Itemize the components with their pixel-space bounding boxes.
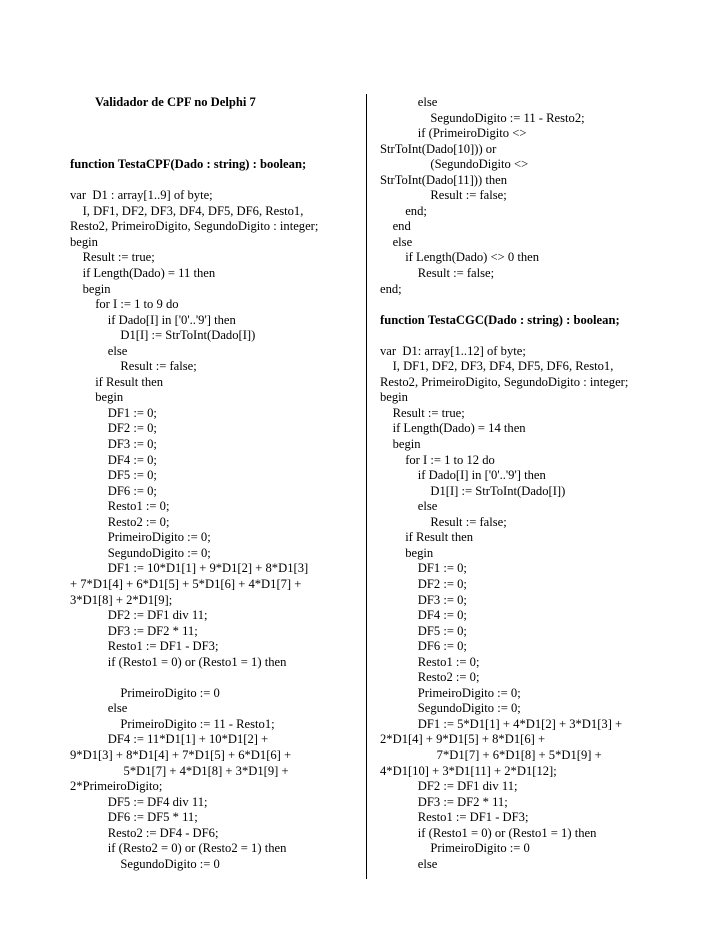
code-line: I, DF1, DF2, DF3, DF4, DF5, DF6, Resto1, [70,203,304,218]
code-line: if Result then [70,374,164,389]
code-line: DF5 := 0; [70,468,157,483]
code-line: end [380,219,411,234]
code-line: D1[I] := StrToInt(Dado[I]) [70,328,256,343]
code-line: else [70,701,128,716]
code-line: if Length(Dado) <> 0 then [380,250,539,265]
heading-line: function TestaCGC(Dado : string) : boolean; [380,312,620,327]
code-line: PrimeiroDigito := 0 [70,685,220,700]
code-line: 2*PrimeiroDigito; [70,779,163,794]
code-line: SegundoDigito := 11 - Resto2; [380,110,585,125]
code-line: 4*D1[10] + 3*D1[11] + 2*D1[12]; [380,763,557,778]
code-line: Resto1 := 0; [380,654,480,669]
code-line: if Dado[I] in ['0'..'9'] then [70,312,236,327]
code-line: if Dado[I] in ['0'..'9'] then [380,468,546,483]
code-line: DF1 := 0; [380,561,467,576]
code-line: Result := false; [380,188,507,203]
code-line: end; [380,281,402,296]
code-line: PrimeiroDigito := 0; [380,685,521,700]
code-line: DF2 := 0; [380,576,467,591]
code-line: Result := false; [380,514,507,529]
code-line: Resto2 := 0; [70,514,170,529]
code-line: StrToInt(Dado[11])) then [380,172,508,187]
left-code-column [70,95,362,872]
code-line: else [70,343,128,358]
heading-line: Validador de CPF no Delphi 7 [70,95,256,109]
code-line: StrToInt(Dado[10])) or [380,141,497,156]
code-line: 2*D1[4] + 9*D1[5] + 8*D1[6] + [380,732,546,747]
code-line [70,126,362,142]
code-line: Result := true; [380,405,465,420]
code-line: DF3 := 0; [380,592,467,607]
code-line [380,297,680,313]
code-line: begin [380,390,408,405]
column-divider [366,94,367,879]
code-line: Result := false; [70,359,197,374]
code-line: DF5 := DF4 div 11; [70,794,208,809]
code-line: DF1 := 10*D1[1] + 9*D1[2] + 8*D1[3] [70,561,309,576]
code-line: var D1 : array[1..9] of byte; [70,188,213,203]
code-line: if (Resto2 = 0) or (Resto2 = 1) then [70,841,287,856]
code-line: DF6 := 0; [70,483,157,498]
code-line [70,142,362,158]
code-line: Result := true; [70,250,155,265]
code-line: end; [380,203,427,218]
code-line: (SegundoDigito <> [380,157,529,172]
code-line: DF1 := 5*D1[1] + 4*D1[2] + 3*D1[3] + [380,716,623,731]
code-line: 5*D1[7] + 4*D1[8] + 3*D1[9] + [70,763,289,778]
code-line: 7*D1[7] + 6*D1[8] + 5*D1[9] + [380,747,602,762]
code-line: begin [70,234,98,249]
code-line: begin [380,437,421,452]
code-line: if Result then [380,530,474,545]
code-line: SegundoDigito := 0; [380,701,521,716]
code-line [70,173,362,189]
code-line: DF3 := DF2 * 11; [70,623,198,638]
code-line: else [380,95,438,109]
code-line: + 7*D1[4] + 6*D1[5] + 5*D1[6] + 4*D1[7] + [70,576,302,591]
code-line: else [380,856,438,871]
code-line: Resto1 := DF1 - DF3; [70,639,219,654]
code-line: SegundoDigito := 0 [70,856,220,871]
code-line: Resto2 := 0; [380,670,480,685]
code-line: D1[I] := StrToInt(Dado[I]) [380,483,566,498]
code-line [70,111,362,127]
code-line: Resto2 := DF4 - DF6; [70,825,219,840]
right-code-column [380,95,680,872]
code-line: if (Resto1 = 0) or (Resto1 = 1) then [380,825,597,840]
heading-line: function TestaCPF(Dado : string) : boolean; [70,157,307,172]
code-line: DF4 := 0; [380,608,467,623]
code-line: for I := 1 to 12 do [380,452,495,467]
code-line [70,670,362,686]
code-line: begin [380,545,434,560]
code-line: if (PrimeiroDigito <> [380,126,527,141]
code-line: 3*D1[8] + 2*D1[9]; [70,592,173,607]
code-line: DF1 := 0; [70,405,157,420]
code-line: Result := false; [380,266,495,281]
code-line: DF4 := 0; [70,452,157,467]
code-line: PrimeiroDigito := 0; [70,530,211,545]
code-line: 9*D1[3] + 8*D1[4] + 7*D1[5] + 6*D1[6] + [70,747,292,762]
code-line: DF2 := DF1 div 11; [70,608,208,623]
code-line: DF3 := 0; [70,437,157,452]
code-line: var D1: array[1..12] of byte; [380,343,526,358]
code-line: if Length(Dado) = 11 then [70,266,216,281]
code-line: DF6 := 0; [380,639,467,654]
code-line: if Length(Dado) = 14 then [380,421,526,436]
code-line: PrimeiroDigito := 11 - Resto1; [70,716,275,731]
code-line: for I := 1 to 9 do [70,297,179,312]
code-line: DF2 := 0; [70,421,157,436]
code-line: DF5 := 0; [380,623,467,638]
code-line: else [380,234,413,249]
code-line: Resto2, PrimeiroDigito, SegundoDigito : integer; [70,219,319,234]
code-line: if (Resto1 = 0) or (Resto1 = 1) then [70,654,287,669]
code-line: begin [70,281,111,296]
code-line: DF4 := 11*D1[1] + 10*D1[2] + [70,732,269,747]
code-line [380,328,680,344]
code-line: DF6 := DF5 * 11; [70,810,198,825]
code-line: SegundoDigito := 0; [70,545,211,560]
code-line: begin [70,390,124,405]
code-line: Resto1 := 0; [70,499,170,514]
code-line: PrimeiroDigito := 0 [380,841,530,856]
code-line: I, DF1, DF2, DF3, DF4, DF5, DF6, Resto1, [380,359,614,374]
code-line: else [380,499,438,514]
code-line: Resto1 := DF1 - DF3; [380,810,529,825]
code-line: DF2 := DF1 div 11; [380,779,518,794]
code-line: Resto2, PrimeiroDigito, SegundoDigito : integer; [380,374,629,389]
code-line: DF3 := DF2 * 11; [380,794,508,809]
